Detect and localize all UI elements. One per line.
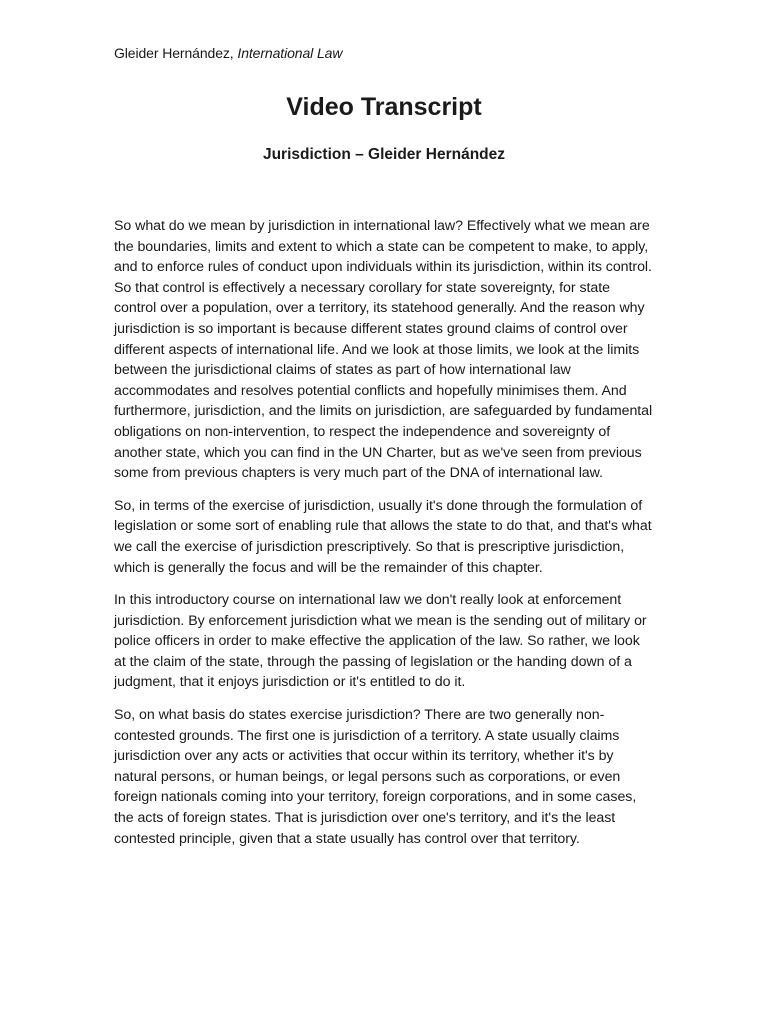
transcript-paragraph: So, on what basis do states exercise jurisdiction? There are two generally non-contested grounds. The first one is jurisdiction of a territory. A state usually claims jurisdiction over any acts or activities that occur within its territory, whether it's by natural persons, or human beings, or legal persons such as corporations, or even foreign nationals coming into your territory, foreign corporations, and in some cases, the acts of foreign states. That is jurisdiction over one's territory, and it's the least contested principle, given that a state usually has control over that territory.: [114, 707, 637, 847]
header-author: Gleider Hernández,: [114, 45, 234, 61]
document-title: Video Transcript: [286, 93, 482, 121]
header-work-title: International Law: [237, 45, 343, 61]
transcript-paragraph: In this introductory course on international law we don't really look at enforcement jurisdiction. By enforcement jurisdiction what we mean is the sending out of military or police officers in order to make effective the application of the law. So rather, we look at the claim of the state, through the passing of legislation or the handing down of a judgment, that it enjoys jurisdiction or it's entitled to do it.: [114, 592, 647, 691]
transcript-body: [114, 216, 654, 861]
transcript-paragraph: So what do we mean by jurisdiction in international law? Effectively what we mean are the boundaries, limits and extent to which a state can be competent to make, to apply, and to enforce rules of conduct upon individuals within its jurisdiction, within its control. So that control is effectively a necessary corollary for state sovereignty, for state control over a population, over a territory, its statehood generally. And the reason why jurisdiction is so important is because different states ground claims of control over different aspects of international life. And we look at those limits, we look at the limits between the jurisdictional claims of states as part of how international law accommodates and resolves potential conflicts and hopefully minimises them. And furthermore, jurisdiction, and the limits on jurisdiction, are safeguarded by fundamental obligations on non-intervention, to respect the independence and sovereignty of another state, which you can find in the UN Charter, but as we've seen from previous some from previous chapters is very much part of the DNA of international law.: [114, 218, 653, 482]
document-subtitle: Jurisdiction – Gleider Hernández: [262, 146, 506, 163]
transcript-paragraph: So, in terms of the exercise of jurisdiction, usually it's done through the formulation of legislation or some sort of enabling rule that allows the state to do that, and that's what we call the exercise of jurisdiction prescriptively. So that is prescriptive jurisdiction, which is generally the focus and will be the remainder of this chapter.: [114, 497, 652, 576]
running-header: [114, 45, 342, 61]
